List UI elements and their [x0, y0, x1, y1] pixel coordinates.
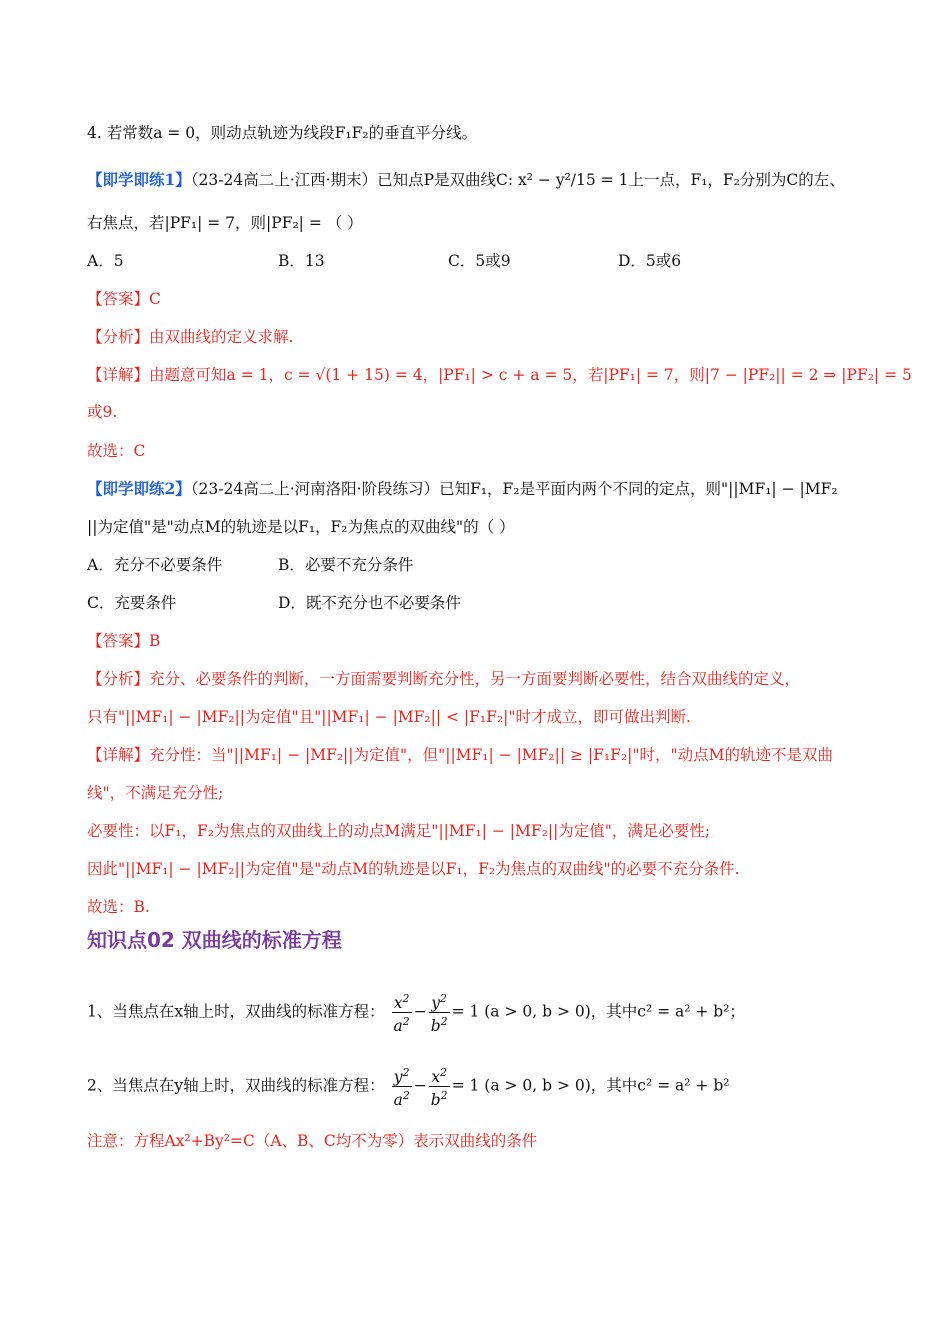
exercise-1-option-c: C．5或9 — [448, 252, 511, 270]
standard-equation-2: 2、当焦点在y轴上时，双曲线的标准方程： $\frac{y^2}{a^2}$ − $\frac{x^2}{b^2}$ = 1 (a > 0, b > 0)，其中c² = a² + b² — [87, 1066, 730, 1110]
exercise-2-detail-1: 【详解】充分性：当"||MF₁| − |MF₂||为定值"，但"||MF₁| − |MF₂|| ≥ |F₁F₂|"时，"动点M的轨迹不是双曲 — [87, 746, 833, 764]
exercise-2-line-1 — [87, 477, 838, 501]
exercise-2-line-2: ||为定值"是"动点M的轨迹是以F₁，F₂为焦点的双曲线"的（ ） — [87, 518, 515, 536]
exercise-1-tag: 【即学即练1】 — [87, 170, 191, 189]
exercise-2-tag: 【即学即练2】 — [87, 479, 191, 498]
fraction-y2-over-a2: $\frac{y^2}{a^2}$ — [393, 1066, 410, 1110]
equation-2-condition: (a > 0, b > 0)，其中c² = a² + b² — [484, 1076, 730, 1095]
equation-2-text: 2、当焦点在y轴上时，双曲线的标准方程： — [87, 1076, 385, 1095]
exercise-2-detail-3: 必要性：以F₁，F₂为焦点的双曲线上的动点M满足"||MF₁| − |MF₂||为定值"，满足必要性; — [87, 822, 711, 840]
exercise-2-option-d: D．既不充分也不必要条件 — [278, 594, 461, 612]
exercise-1-analysis: 【分析】由双曲线的定义求解. — [87, 328, 294, 346]
equation-1-condition: (a > 0, b > 0)，其中c² = a² + b²； — [484, 1002, 745, 1021]
standard-equation-1: 1、当焦点在x轴上时，双曲线的标准方程： $\frac{x^2}{a^2}$ − $\frac{y^2}{b^2}$ = 1 (a > 0, b > 0)，其中c² = a² + b²； — [87, 992, 745, 1036]
exercise-1-line-2: 右焦点，若|PF₁| = 7，则|PF₂| = （ ） — [87, 214, 363, 232]
exercise-2-answer: 【答案】B — [87, 632, 161, 650]
fraction-y2-over-b2: $\frac{y^2}{b^2}$ — [430, 992, 448, 1036]
exercise-1-answer: 【答案】C — [87, 290, 161, 308]
exercise-1-choose: 故选：C — [87, 442, 146, 460]
section-title: 知识点02 双曲线的标准方程 — [87, 928, 342, 952]
item-4-line: 4. 若常数a = 0，则动点轨迹为线段F₁F₂的垂直平分线。 — [87, 124, 478, 142]
exercise-1-option-a: A．5 — [87, 252, 124, 270]
exercise-1-option-b: B．13 — [278, 252, 325, 270]
note-line: 注意：方程Ax²+By²=C（A、B、C均不为零）表示双曲线的条件 — [87, 1132, 538, 1150]
exercise-2-option-b: B．必要不充分条件 — [278, 556, 414, 574]
exercise-2-question: （23-24高二上·河南洛阳·阶段练习）已知F₁，F₂是平面内两个不同的定点，则"||MF₁| − |MF₂ — [190, 480, 838, 498]
exercise-2-detail-2: 线"，不满足充分性; — [87, 784, 224, 802]
exercise-2-option-c: C．充要条件 — [87, 594, 177, 612]
exercise-1-detail-2: 或9. — [87, 403, 118, 421]
exercise-2-analysis-2: 只有"||MF₁| − |MF₂||为定值"且"||MF₁| − |MF₂|| < |F₁F₂|"时才成立，即可做出判断. — [87, 708, 691, 726]
equation-1-text: 1、当焦点在x轴上时，双曲线的标准方程： — [87, 1002, 385, 1021]
exercise-1-detail-1: 【详解】由题意可知a = 1，c = √(1 + 15) = 4，|PF₁| > c + a = 5，若|PF₁| = 7，则|7 − |PF₂|| = 2 ⇒ |PF₂| = 5 — [87, 366, 912, 384]
exercise-2-option-a: A．充分不必要条件 — [87, 556, 223, 574]
exercise-1-option-d: D．5或6 — [618, 252, 682, 270]
exercise-1-line-1 — [87, 168, 845, 192]
fraction-x2-over-a2: $\frac{x^2}{a^2}$ — [393, 992, 410, 1036]
exercise-1-question: （23-24高二上·江西·期末）已知点P是双曲线C: x² − y²/15 = 1上一点，F₁，F₂分别为C的左、 — [190, 171, 845, 189]
exercise-2-choose: 故选：B. — [87, 898, 150, 916]
exercise-2-detail-4: 因此"||MF₁| − |MF₂||为定值"是"动点M的轨迹是以F₁，F₂为焦点的双曲线"的必要不充分条件. — [87, 860, 740, 878]
exercise-2-analysis-1: 【分析】充分、必要条件的判断，一方面需要判断充分性，另一方面要判断必要性，结合双曲线的定义， — [87, 670, 801, 688]
fraction-x2-over-b2: $\frac{x^2}{b^2}$ — [430, 1066, 448, 1110]
